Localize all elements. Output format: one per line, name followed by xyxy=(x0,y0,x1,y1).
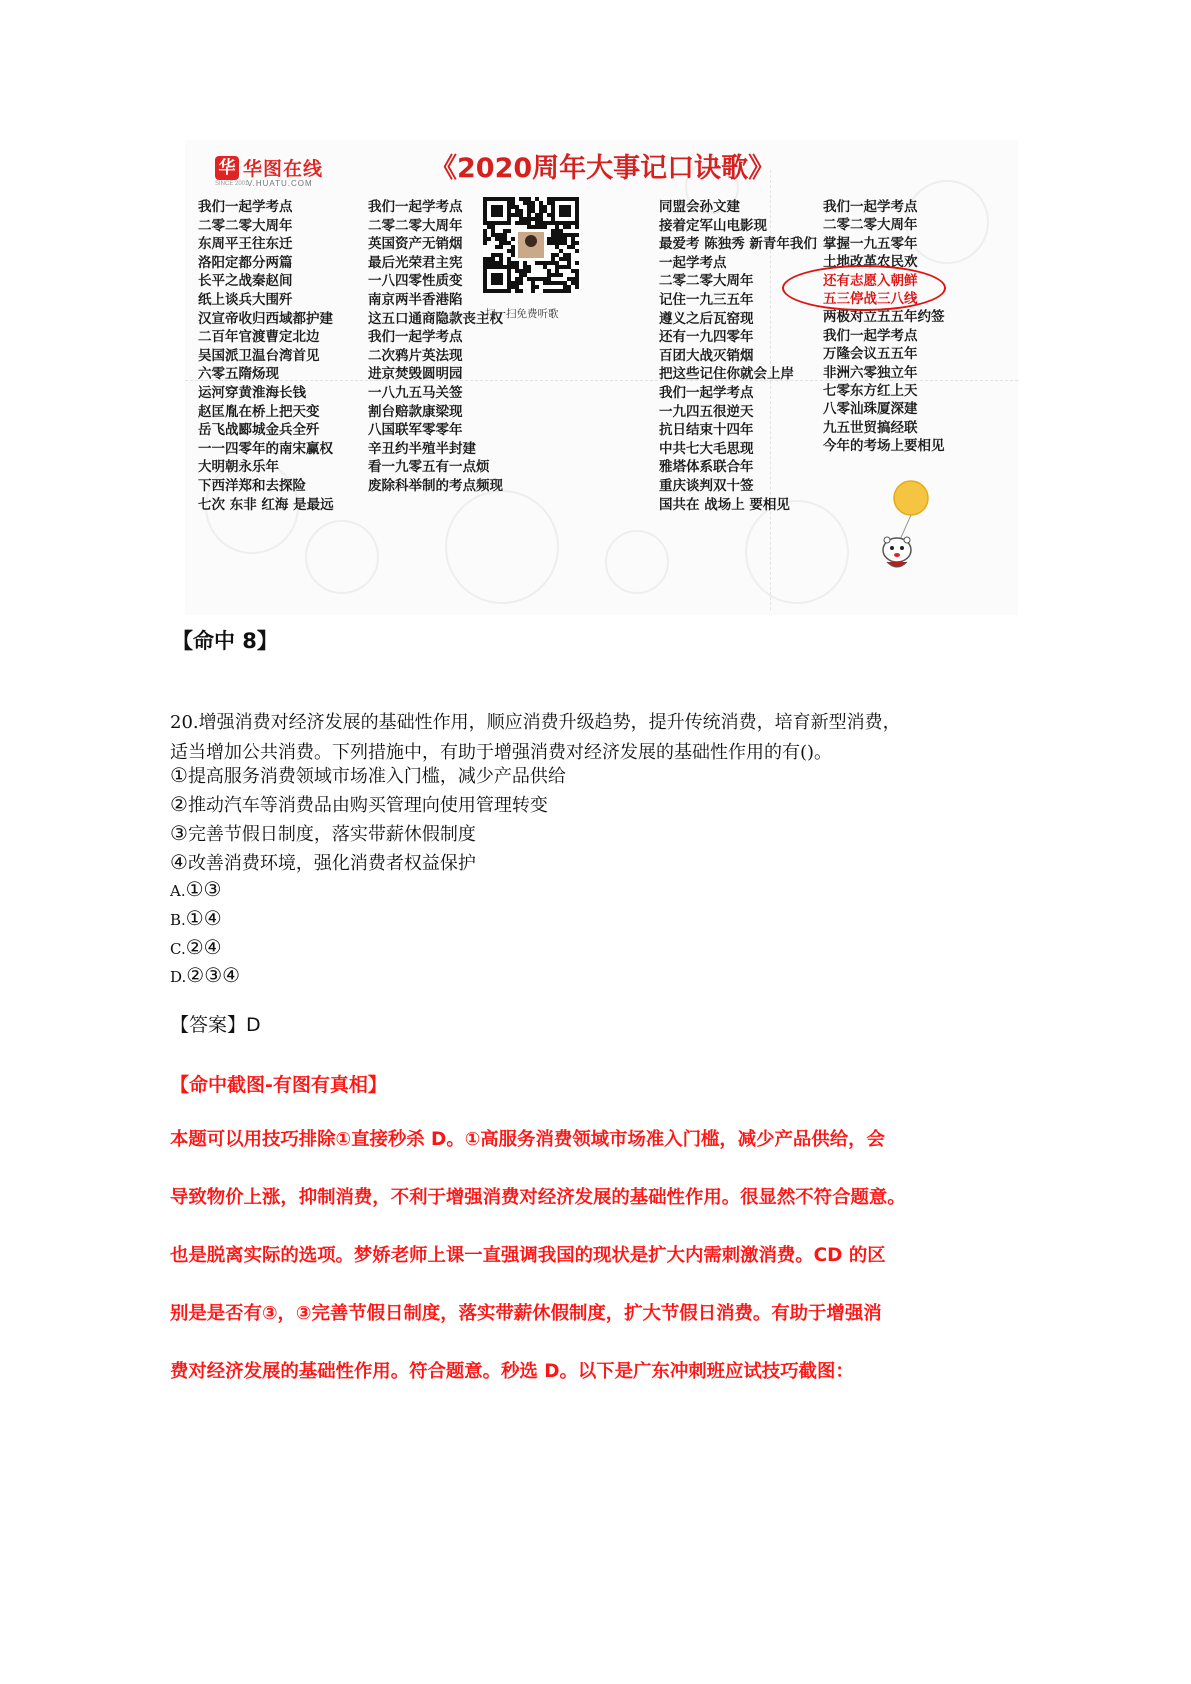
huatu-logo xyxy=(215,150,345,190)
hit-label: 【命中 8】 xyxy=(172,629,278,653)
lyric-line: 国共在 战场上 要相见 xyxy=(659,496,790,513)
question-text-line-1: 20.增强消费对经济发展的基础性作用，顺应消费升级趋势，提升传统消费，培育新型消费， xyxy=(170,712,901,733)
lyric-line: 还有一九四零年 xyxy=(659,329,754,346)
lyric-line: 我们一起学考点 xyxy=(823,327,918,344)
option-text: 提高服务消费领域市场准入门槛，减少产品供给 xyxy=(187,766,566,787)
option-number: ① xyxy=(170,763,188,787)
lyric-line: 赵匡胤在桥上把天变 xyxy=(198,403,320,420)
lyric-line: 最后光荣君主宪 xyxy=(368,254,463,271)
lyric-line: 六零五隋炀现 xyxy=(198,366,279,383)
explanation-line-5: 费对经济发展的基础性作用。符合题意。秒选 D。以下是广东冲刺班应试技巧截图： xyxy=(170,1361,854,1382)
option-text: 完善节假日制度，落实带薪休假制度 xyxy=(187,824,476,845)
lyric-line: 一八四零性质变 xyxy=(368,273,463,290)
lyric-line: 一一四零年的南宋赢权 xyxy=(198,440,333,457)
lyric-line: 一八九五马关签 xyxy=(368,384,463,401)
lyric-line: 遵义之后瓦窑现 xyxy=(659,310,754,327)
lyric-line: 九五世贸搞经联 xyxy=(823,419,918,436)
option-2 xyxy=(170,791,548,817)
lyrics-column-1 xyxy=(198,198,334,514)
lyric-line: 进京焚毁圆明园 xyxy=(368,366,463,383)
lyric-line: 一九四五很逆天 xyxy=(659,403,754,420)
option-3 xyxy=(170,820,476,846)
lyric-line: 废除科举制的考点频现 xyxy=(368,477,503,494)
lyric-line: 二百年官渡曹定北边 xyxy=(198,329,320,346)
lyric-line: 一起学考点 xyxy=(659,254,727,271)
lyrics-column-4 xyxy=(823,198,945,456)
choice-b xyxy=(170,906,222,930)
lyric-line: 纸上谈兵大围歼 xyxy=(198,291,293,308)
lyric-line: 八国联军零零年 xyxy=(368,422,463,439)
lyric-line: 今年的考场上要相见 xyxy=(823,438,945,455)
lyric-line: 运河穿黄淮海长钱 xyxy=(198,384,306,401)
lyric-line: 掌握一九五零年 xyxy=(823,235,918,252)
lyric-line: 非洲六零独立年 xyxy=(823,364,918,381)
answer-text: 【答案】D xyxy=(170,1014,261,1036)
lyric-line: 辛丑约半殖半封建 xyxy=(368,440,476,457)
choice-letter: C. xyxy=(170,940,186,958)
choice-d xyxy=(170,963,240,987)
option-text: 推动汽车等消费品由购买管理向使用管理转变 xyxy=(187,795,548,816)
choice-c xyxy=(170,935,222,959)
lyric-line: 万隆会议五五年 xyxy=(823,346,918,363)
song-banner-image xyxy=(185,140,1018,615)
lyric-line: 大明朝永乐年 xyxy=(198,459,279,476)
lyric-line: 割台赔款康梁现 xyxy=(368,403,463,420)
choice-numbers: ①③ xyxy=(185,877,222,901)
lyric-line: 记住一九三五年 xyxy=(659,291,754,308)
lyric-line: 重庆谈判双十签 xyxy=(659,477,754,494)
choice-numbers: ②④ xyxy=(185,935,222,959)
lyric-line: 汉宣帝收归西域都护建 xyxy=(198,310,333,327)
screenshot-hit-title: 【命中截图-有图有真相】 xyxy=(170,1074,387,1096)
lyric-line: 我们一起学考点 xyxy=(368,329,463,346)
option-number: ③ xyxy=(170,821,188,845)
logo-url: V.HUATU.COM xyxy=(247,179,313,188)
lyric-line: 抗日结束十四年 xyxy=(659,422,754,439)
lyric-line: 二零二零大周年 xyxy=(823,217,918,234)
banner-title: 《2020周年大事记口诀歌》 xyxy=(430,153,776,184)
lyric-line: 八零汕珠厦深建 xyxy=(823,401,918,418)
lyric-line: 岳飞战郾城金兵全歼 xyxy=(198,422,320,439)
choice-letter: A. xyxy=(170,882,186,900)
option-number: ② xyxy=(170,792,188,816)
choice-letter: B. xyxy=(170,911,186,929)
highlight-circle xyxy=(782,265,946,311)
lyric-line: 同盟会孙文建 xyxy=(659,199,740,215)
option-number: ④ xyxy=(170,850,188,874)
lyric-line: 吴国派卫温台湾首见 xyxy=(198,347,320,364)
lyric-line: 把这些记住你就会上岸 xyxy=(659,366,794,383)
choice-numbers: ①④ xyxy=(185,906,222,930)
lyric-line: 最爱考 陈独秀 新青年我们 xyxy=(659,236,817,253)
logo-name: 华图在线 xyxy=(243,158,324,180)
explanation-line-4: 别是是否有③，③完善节假日制度，落实带薪休假制度，扩大节假日消费。有助于增强消 xyxy=(170,1303,882,1324)
balloon-mascot-image xyxy=(873,480,943,575)
lyric-line: 洛阳定都分两篇 xyxy=(198,254,293,271)
lyric-line: 七零东方红上天 xyxy=(823,383,918,400)
option-4 xyxy=(170,849,476,875)
choice-a xyxy=(170,877,221,901)
lyric-line: 还有志愿入朝鲜 xyxy=(823,272,918,289)
lyric-line: 我们一起学考点 xyxy=(659,384,754,401)
option-text: 改善消费环境，强化消费者权益保护 xyxy=(187,853,476,874)
lyric-line: 下西洋郑和去探险 xyxy=(198,477,306,494)
huatu-logo-mark: 华 xyxy=(215,156,239,180)
lyric-line: 二零二零大周年 xyxy=(659,273,754,290)
lyric-line: 土地改革农民欢 xyxy=(823,254,918,271)
lyric-line: 两极对立五五年约签 xyxy=(823,309,945,326)
lyric-line: 我们一起学考点 xyxy=(368,199,463,215)
explanation-line-3: 也是脱离实际的选项。梦娇老师上课一直强调我国的现状是扩大内需刺激消费。CD 的区 xyxy=(170,1245,886,1266)
lyric-line: 二次鸦片英法现 xyxy=(368,347,463,364)
explanation-line-1: 本题可以用技巧排除①直接秒杀 D。①高服务消费领域市场准入门槛，减少产品供给，会 xyxy=(170,1129,885,1150)
lyric-line: 五三停战三八线 xyxy=(823,291,918,308)
lyric-line: 二零二零大周年 xyxy=(368,217,463,234)
question-text-line-2: 适当增加公共消费。下列措施中，有助于增强消费对经济发展的基础性作用的有()。 xyxy=(170,742,833,763)
lyric-line: 我们一起学考点 xyxy=(823,199,918,215)
lyric-line: 百团大战灭销烟 xyxy=(659,347,754,364)
logo-est: SINCE 2001 xyxy=(215,181,249,187)
lyric-line: 雅塔体系联合年 xyxy=(659,459,754,476)
lyric-line: 长平之战秦赵间 xyxy=(198,273,293,290)
lyric-line: 南京两半香港陷 xyxy=(368,291,463,308)
explanation-line-2: 导致物价上涨，抑制消费，不利于增强消费对经济发展的基础性作用。很显然不符合题意。 xyxy=(170,1187,906,1208)
lyric-line: 看一九零五有一点烦 xyxy=(368,459,490,476)
option-1 xyxy=(170,762,566,788)
qr-code-image xyxy=(483,197,579,293)
lyric-line: 这五口通商隐款丧主权 xyxy=(368,310,503,327)
lyrics-column-3 xyxy=(659,198,817,514)
lyric-line: 接着定军山电影现 xyxy=(659,217,767,234)
lyric-line: 二零二零大周年 xyxy=(198,217,293,234)
lyric-line: 东周平王往东迁 xyxy=(198,236,293,253)
lyric-line: 我们一起学考点 xyxy=(198,199,293,215)
choice-letter: D. xyxy=(170,968,187,986)
choice-numbers: ②③④ xyxy=(186,963,241,987)
qr-caption: 扫一扫免费听歌 xyxy=(485,308,559,320)
lyric-line: 英国资产无销烟 xyxy=(368,236,463,253)
lyric-line: 中共七大毛思现 xyxy=(659,440,754,457)
lyric-line: 七次 东非 红海 是最远 xyxy=(198,496,334,513)
